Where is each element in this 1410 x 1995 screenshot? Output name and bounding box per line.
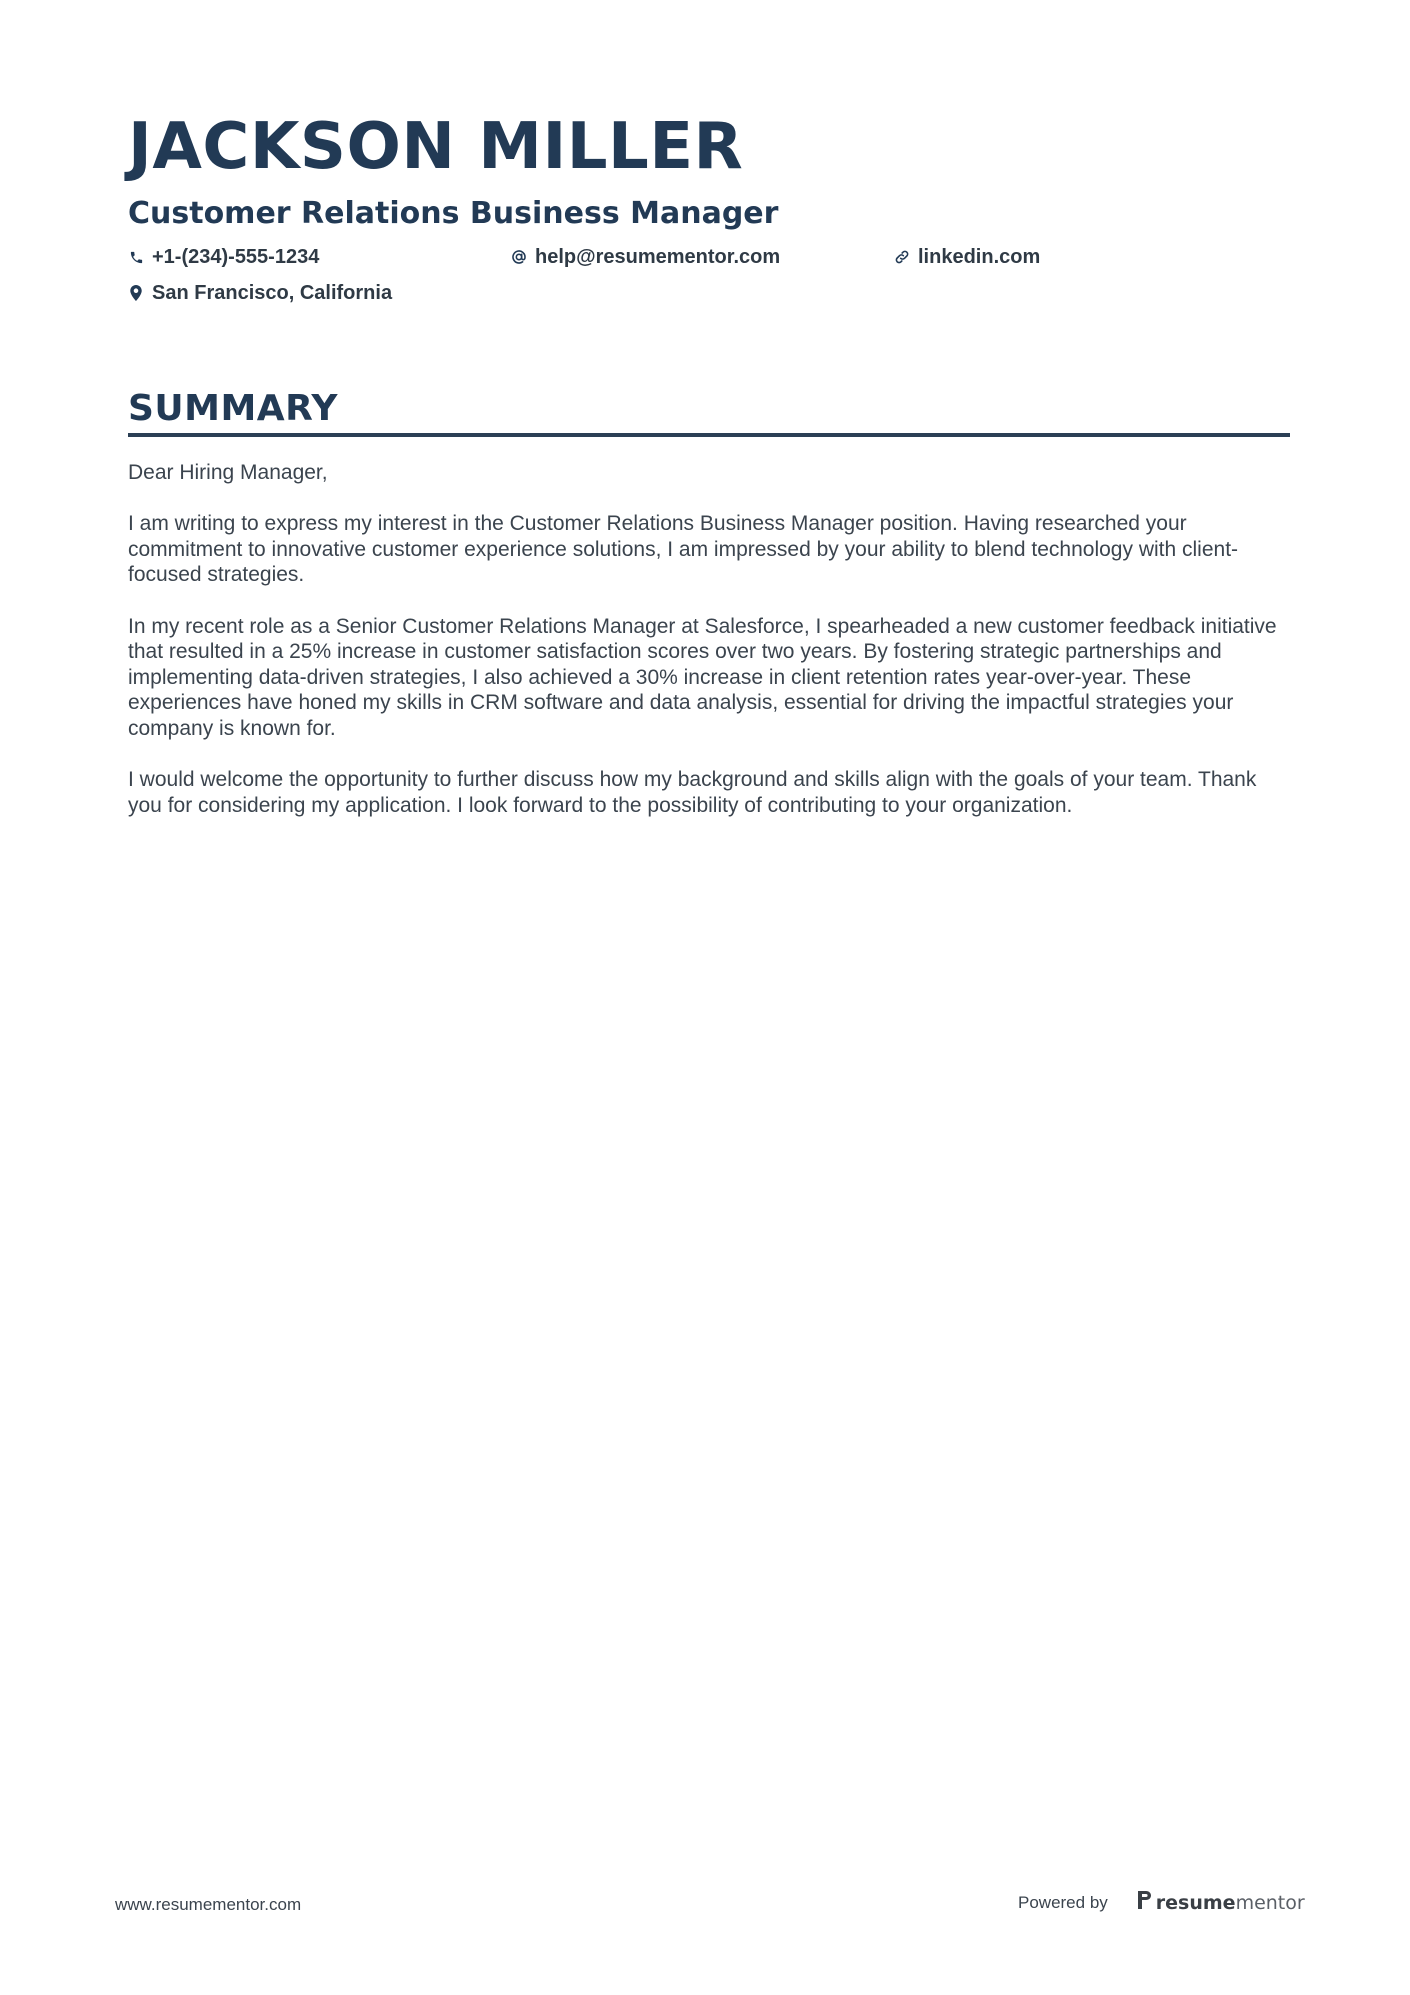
location-pin-icon [128,285,144,301]
salutation: Dear Hiring Manager, [128,461,328,484]
brand-logo[interactable] [1136,1890,1305,1915]
powered-by-label: Powered by [1018,1892,1108,1912]
header [128,108,1288,306]
link-icon [894,249,910,265]
contact-location [128,280,511,306]
contact-email[interactable] [511,244,894,270]
phone-icon [128,249,144,265]
section-divider [128,433,1290,437]
letter-body [128,460,1293,844]
summary-section-heading [128,387,1290,437]
paragraph-closing: I would welcome the opportunity to further discuss how my background and skills align with the goals of your team. Thank you for considering my application. I look forward to the possibility of contributing to your organization. [128,768,1257,817]
footer-website[interactable]: www.resumementor.com [115,1895,302,1914]
candidate-name: JACKSON MILLER [128,110,744,184]
at-icon [511,249,527,265]
location-text: San Francisco, California [152,281,393,304]
brand-text-resume: resume [1155,1891,1236,1914]
job-title: Customer Relations Business Manager [128,196,779,231]
section-title: SUMMARY [128,388,338,429]
contact-phone [128,244,511,270]
phone-text: +1-(234)-555-1234 [152,245,320,268]
footer-branding [1018,1890,1305,1915]
paragraph-experience: In my recent role as a Senior Customer Relations Manager at Salesforce, I spearheaded a new customer feedback initiative that resulted in a 25% increase in customer satisfaction scores over two years. By fostering strategic partnerships and implementing data-driven strategies, I also achieved a 30% increase in client retention rates year-over-year. These experiences have honed my skills in CRM software and data analysis, essential for driving the impactful strategies your company is known for. [128,614,1277,740]
contact-linkedin[interactable] [894,244,1277,270]
brand-text-mentor: mentor [1235,1891,1305,1914]
linkedin-text[interactable]: linkedin.com [918,245,1041,268]
email-text[interactable]: help@resumementor.com [535,245,781,268]
resumementor-logo-icon [1136,1890,1152,1915]
paragraph-intro: I am writing to express my interest in the Customer Relations Business Manager position. Having researched your commitment to innovative customer experience solutions, I am impressed by your ability to blend technology with client-focused strategies. [128,512,1239,587]
contact-list [128,244,1288,306]
